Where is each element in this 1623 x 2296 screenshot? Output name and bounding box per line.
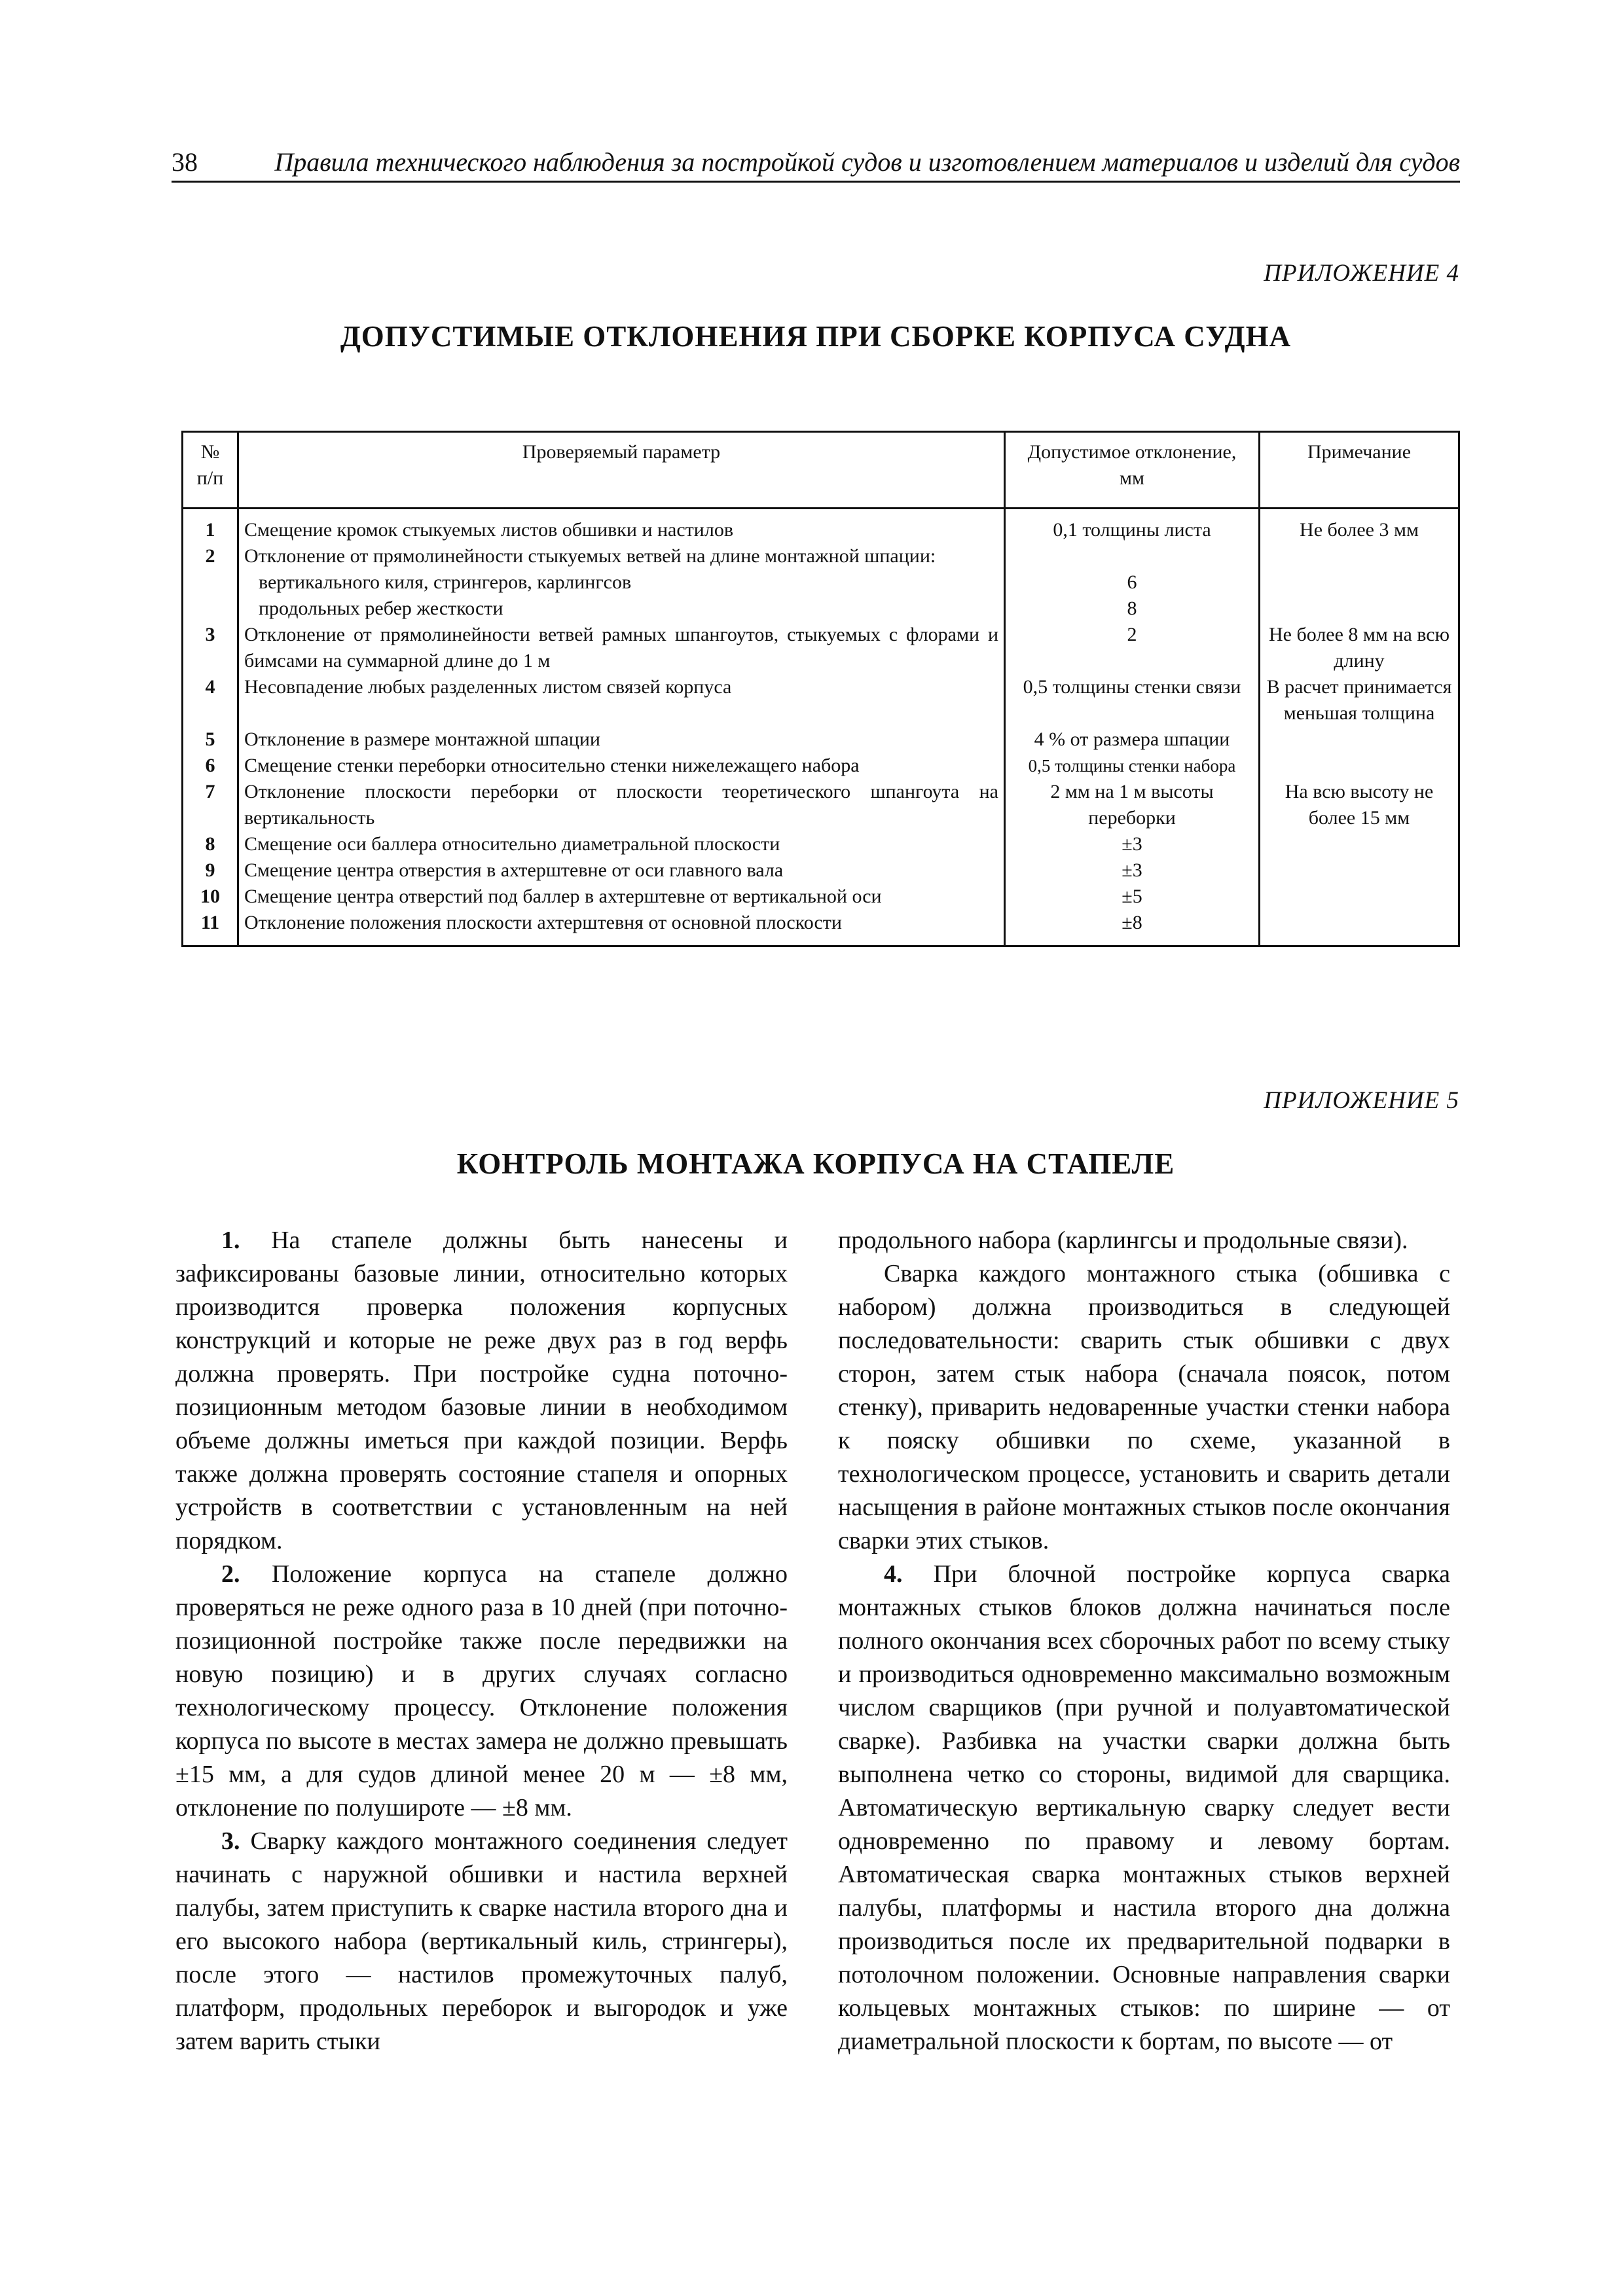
- appendix-4-label: ПРИЛОЖЕНИЕ 4: [1264, 260, 1459, 287]
- header-deviation: Допустимое отклонение, мм: [1005, 432, 1260, 509]
- row-number: 6: [183, 753, 238, 779]
- paragraph-number: 2.: [221, 1560, 240, 1588]
- row-deviation: ±3: [1005, 831, 1260, 857]
- row-deviation: [1005, 543, 1260, 569]
- header-note: Примечание: [1260, 432, 1459, 509]
- row-parameter: Смещение центра отверстий под баллер в ахтерштевне от вертикальной оси: [238, 884, 1005, 910]
- row-number: 11: [183, 910, 238, 946]
- paragraph-3: [175, 1825, 788, 2058]
- paragraph-3b: Сварка каждого монтажного стыка (обшивка с набором) должна производиться в следующей последовательности: сварить стык обшивки с двух сторон, затем стык набора (сначала поясок, потом стенку), приварить недоваренные участки стенки набора к пояску обшивки по схеме, указанной в технологическом процессе, установить и сварить детали насыщения в районе монтажных стыков после окончания сварки этих стыков.: [838, 1260, 1450, 1554]
- row-note: [1260, 831, 1459, 857]
- header-parameter: Проверяемый параметр: [238, 432, 1005, 509]
- table-row: [183, 509, 1459, 544]
- row-parameter: Несовпадение любых разделенных листом связей корпуса: [238, 674, 1005, 726]
- table-row: [183, 884, 1459, 910]
- row-parameter: Отклонение в размере монтажной шпации: [238, 726, 1005, 753]
- row-note: [1260, 726, 1459, 753]
- row-deviation: 0,1 толщины листа: [1005, 509, 1260, 544]
- row-parameter: Отклонение от прямолинейности стыкуемых ветвей на длине монтажной шпации:: [238, 543, 1005, 569]
- row-parameter: Смещение кромок стыкуемых листов обшивки и настилов: [238, 509, 1005, 544]
- table-row: [183, 674, 1459, 726]
- row-note: Не более 8 мм на всю длину: [1260, 622, 1459, 674]
- row-number: 7: [183, 779, 238, 831]
- paragraph-text: Сварку каждого монтажного соединения следует начинать с наружной обшивки и настила верхней палубы, затем приступить к сварке настила второго дна и его высокого набора (вертикальный киль, стрингеры), после этого — настилов промежуточных палуб, платформ, продольных переборок и выгородок и уже затем варить стыки: [175, 1827, 788, 2055]
- row-parameter: вертикального киля, стрингеров, карлингсов: [238, 569, 1005, 596]
- row-deviation: ±3: [1005, 857, 1260, 884]
- header-number: № п/п: [183, 432, 238, 509]
- row-deviation: 2 мм на 1 м высоты переборки: [1005, 779, 1260, 831]
- row-number: [183, 569, 238, 596]
- paragraph-number: 4.: [884, 1560, 903, 1588]
- paragraph-number: 1.: [221, 1227, 240, 1254]
- row-deviation: 2: [1005, 622, 1260, 674]
- row-parameter: Отклонение положения плоскости ахтерштевня от основной плоскости: [238, 910, 1005, 946]
- table-row: [183, 910, 1459, 946]
- row-parameter: Смещение стенки переборки относительно стенки нижележащего набора: [238, 753, 1005, 779]
- row-deviation: 0,5 толщины стенки набора: [1005, 753, 1260, 779]
- table-row: [183, 622, 1459, 674]
- paragraph-2: [175, 1558, 788, 1825]
- paragraph-text: При блочной постройке корпуса сварка монтажных стыков блоков должна начинаться после полного окончания всех сборочных работ по всему стыку и производиться одновременно максимально возможным числом сварщиков (при ручной и полуавтоматической сварке). Разбивка на участки сварки должна быть выполнена четко со стороны, видимой для сварщика. Автоматическую вертикальную сварку следует вести одновременно по правому и левому бортам. Автоматическая сварка монтажных стыков верхней палубы, платформы и настила второго дна должна производиться после их предварительной подварки в потолочном положении. Основные направления сварки кольцевых монтажных стыков: по ширине — от диаметральной плоскости к бортам, по высоте — от: [838, 1560, 1451, 2055]
- running-header: [172, 143, 1460, 183]
- appendix-5-title: КОНТРОЛЬ МОНТАЖА КОРПУСА НА СТАПЕЛЕ: [456, 1147, 1175, 1180]
- row-parameter: Отклонение от прямолинейности ветвей рамных шпангоутов, стыкуемых с флорами и бимсами на суммарной длине до 1 м: [238, 622, 1005, 674]
- row-number: 8: [183, 831, 238, 857]
- row-number: 9: [183, 857, 238, 884]
- row-deviation: 6: [1005, 569, 1260, 596]
- row-note: [1260, 543, 1459, 569]
- row-number: 10: [183, 884, 238, 910]
- row-note: [1260, 596, 1459, 622]
- row-number: 5: [183, 726, 238, 753]
- row-deviation: 4 % от размера шпации: [1005, 726, 1260, 753]
- row-number: 4: [183, 674, 238, 726]
- row-number: 3: [183, 622, 238, 674]
- table-row: [183, 543, 1459, 569]
- row-parameter: Смещение оси баллера относительно диаметральной плоскости: [238, 831, 1005, 857]
- paragraph-3-continuation: продольного набора (карлингсы и продольные связи).: [838, 1227, 1408, 1254]
- row-number: [183, 596, 238, 622]
- tolerance-table: [181, 431, 1460, 947]
- running-title: Правила технического наблюдения за постройкой судов и изготовлением материалов и изделий для судов: [274, 147, 1460, 177]
- table-row: [183, 726, 1459, 753]
- row-note: На всю высоту не более 15 мм: [1260, 779, 1459, 831]
- table-header-row: [183, 432, 1459, 509]
- table-row: [183, 753, 1459, 779]
- row-note: [1260, 753, 1459, 779]
- table-row: [183, 779, 1459, 831]
- row-parameter: Отклонение плоскости переборки от плоскости теоретического шпангоута на вертикальность: [238, 779, 1005, 831]
- text-column-left: [175, 1224, 788, 2058]
- row-deviation: ±5: [1005, 884, 1260, 910]
- page-number: 38: [172, 147, 198, 177]
- table-row: [183, 857, 1459, 884]
- row-note: [1260, 910, 1459, 946]
- row-note: [1260, 884, 1459, 910]
- row-number: 1: [183, 509, 238, 544]
- paragraph-1: [175, 1224, 788, 1558]
- row-note: Не более 3 мм: [1260, 509, 1459, 544]
- row-note: В расчет принимается меньшая толщина: [1260, 674, 1459, 726]
- paragraph-text: На стапеле должны быть нанесены и зафиксированы базовые линии, относительно которых производится проверка положения корпусных конструкций и которые не реже двух раз в год верфь должна проверять. При постройке судна поточно-позиционным методом базовые линии в необходимом объеме должны иметься при каждой позиции. Верфь также должна проверять состояние стапеля и опорных устройств в соответствии с установленным на ней порядком.: [175, 1227, 788, 1554]
- appendix-4-title: ДОПУСТИМЫЕ ОТКЛОНЕНИЯ ПРИ СБОРКЕ КОРПУСА СУДНА: [340, 320, 1292, 353]
- row-deviation: ±8: [1005, 910, 1260, 946]
- table-row: [183, 569, 1459, 596]
- text-column-right: [838, 1224, 1450, 2058]
- table-row: [183, 596, 1459, 622]
- row-deviation: 8: [1005, 596, 1260, 622]
- appendix-5-label: ПРИЛОЖЕНИЕ 5: [1264, 1087, 1459, 1114]
- table-row: [183, 831, 1459, 857]
- paragraph-number: 3.: [221, 1827, 240, 1855]
- paragraph-text: Положение корпуса на стапеле должно проверяться не реже одного раза в 10 дней (при поточно-позиционной постройке также после передвижки на новую позицию) и в других случаях согласно технологическому процессу. Отклонение положения корпуса по высоте в местах замера не должно превышать ±15 мм, а для судов длиной менее 20 м — ±8 мм, отклонение по полушироте — ±8 мм.: [175, 1560, 788, 1821]
- row-parameter: продольных ребер жесткости: [238, 596, 1005, 622]
- row-deviation: 0,5 толщины стенки связи: [1005, 674, 1260, 726]
- row-note: [1260, 857, 1459, 884]
- row-parameter: Смещение центра отверстия в ахтерштевне от оси главного вала: [238, 857, 1005, 884]
- row-number: 2: [183, 543, 238, 569]
- paragraph-4: [838, 1558, 1450, 2058]
- row-note: [1260, 569, 1459, 596]
